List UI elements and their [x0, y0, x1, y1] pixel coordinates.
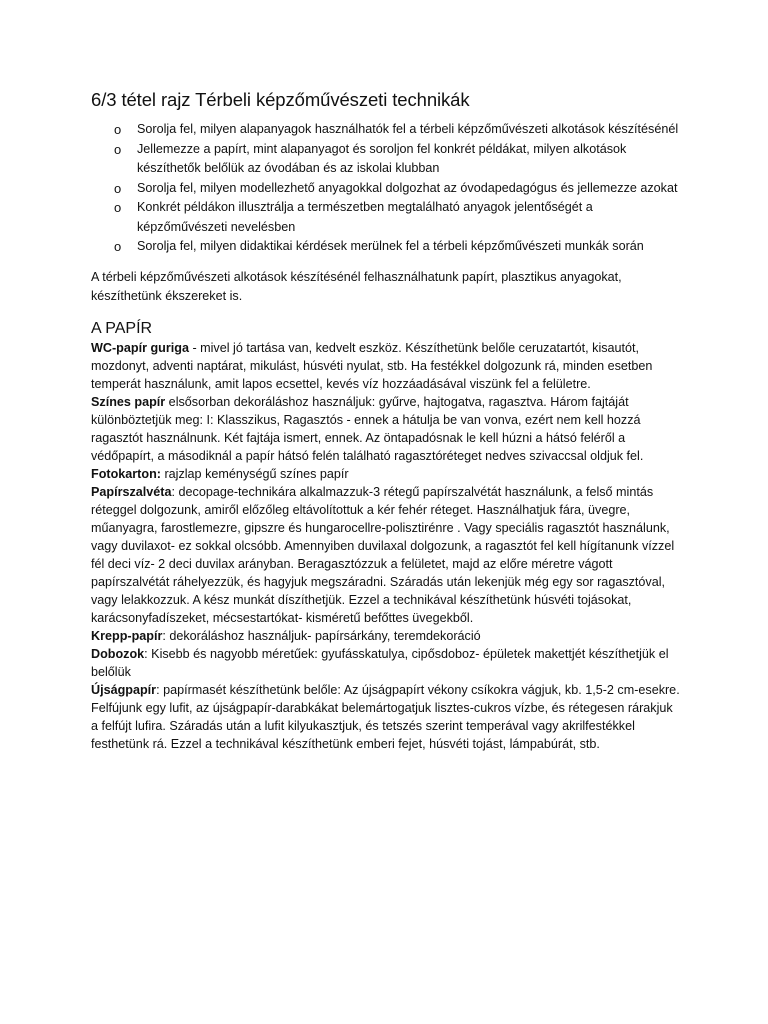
- section-heading: A PAPÍR: [91, 319, 153, 337]
- question-text: Konkrét példákon illusztrálja a természetben megtalálható anyagok jelentőségét a képzőművészeti nevelésben: [137, 200, 593, 234]
- list-item: [91, 237, 681, 257]
- material-entry: [91, 393, 681, 465]
- material-entry: [91, 627, 681, 645]
- bullet-icon: o: [114, 180, 122, 196]
- material-entry: [91, 483, 681, 627]
- document-title: 6/3 tétel rajz Térbeli képzőművészeti technikák: [91, 89, 470, 110]
- material-description: : dekoráláshoz használjuk- papírsárkány, teremdekoráció: [162, 628, 481, 643]
- material-description: : decopage-technikára alkalmazzuk-3 rétegű papírszalvétát használunk, a felső mintás réteggel dolgozunk, amiről előzőleg eltávolítottuk a kér fehér réteget. Használhatjuk fára, üvegre, műanyagra, farostlemezre, gipszre és hungarocellre-polisztirénre . Vagy speciális ragasztót használunk, vagy duvilaxot- ez sokkal olcsóbb. Amennyiben duvilaxal dolgozunk, a ragasztót fel kell hígítanunk vízzel fél deci víz- 2 deci duvilax arányban. Beragasztózzuk a felületet, majd az előre méretre vágott papírszalvétát ráhelyezzük, és hagyjuk megszáradni. Száradás után lekenjük még egy sor ragasztóval, vagy lelakkozzuk. A kész munkát díszíthetjük. Ezzel a technikával készíthetünk húsvéti tojásokat, karácsonyfadíszeket, mécsestartókat- kisméretű befőttes üvegekből.: [91, 484, 675, 625]
- material-description: elsősorban dekoráláshoz használjuk: gyűrve, hajtogatva, ragasztva. Három fajtáját különböztetjük meg: I: Klasszikus, Ragasztós - ennek a hátulja be van vonva, ezért nem kell hozzá ragasztót használnunk. Két fajtája ismert, ennek. Az öntapadósnak le kell húzni a hátsó feléről a védőpapírt, a másodiknál a papír hátsó felén található ragasztóréteget nedves szivaccsal oldjuk fel.: [91, 394, 644, 463]
- material-entry: [91, 465, 681, 483]
- material-term: Színes papír: [91, 394, 166, 409]
- intro-paragraph: A térbeli képzőművészeti alkotások készítésénél felhasználhatunk papírt, plasztikus anyagokat, készíthetünk ékszereket is.: [91, 269, 622, 303]
- material-term: Papírszalvéta: [91, 484, 172, 499]
- material-description: rajzlap keménységű színes papír: [160, 466, 349, 481]
- paper-materials-body: [91, 339, 681, 753]
- material-description: - mivel jó tartása van, kedvelt eszköz. Készíthetünk belőle ceruzatartót, kisautót, mozdonyt, adventi naptárat, mikulást, húsvéti nyulat, stb. Ha festékkel dolgozunk rá, minden esetben temperát használunk, amit lapos ecsettel, kevés víz hozzáadásával viszünk fel a felületre.: [91, 340, 653, 391]
- material-entry: [91, 645, 681, 681]
- bullet-icon: o: [114, 200, 122, 215]
- question-text: Sorolja fel, milyen modellezhető anyagokkal dolgozhat az óvodapedagógus és jellemezze azokat: [137, 180, 678, 195]
- question-text: Jellemezze a papírt, mint alapanyagot és soroljon fel konkrét példákat, milyen alkotások készíthetők belőlük az óvodában és az iskolai klubban: [137, 141, 627, 175]
- material-entry: [91, 339, 681, 393]
- list-item: [91, 179, 681, 199]
- list-item: [91, 140, 681, 179]
- material-term: Dobozok: [91, 646, 145, 661]
- list-item: [91, 120, 681, 140]
- document-page: [91, 88, 681, 753]
- question-text: Sorolja fel, milyen alapanyagok használhatók fel a térbeli képzőművészeti alkotások készítésénél: [137, 122, 679, 136]
- material-term: Újságpapír: [91, 682, 157, 697]
- bullet-icon: o: [114, 141, 122, 157]
- question-text: Sorolja fel, milyen didaktikai kérdések merülnek fel a térbeli képzőművészeti munkák során: [137, 239, 644, 253]
- material-term: Krepp-papír: [91, 628, 163, 643]
- material-term: WC-papír guriga: [91, 340, 189, 355]
- material-description: : Kisebb és nagyobb méretűek: gyufásskatulya, cipősdoboz- épületek makettjét készíthetjük el belőlük: [91, 646, 669, 679]
- material-term: Fotokarton:: [91, 466, 161, 481]
- material-description: : papírmasét készíthetünk belőle: Az újságpapírt vékony csíkokra vágjuk, kb. 1,5-2 cm-esekre. Felfújunk egy lufit, az újságpapír-darabkákat belemártogatjuk lisztes-cukros vízbe, és rétegesen rárakjuk a felfújt lufira. Száradás után a lufit kilyukasztjuk, és tetszés szerint temperával vagy akrilfestékkel festhetünk rá. Ezzel a technikával készíthetünk emberi fejet, húsvéti tojást, lámpabúrát, stb.: [91, 682, 680, 751]
- material-entry: [91, 681, 681, 753]
- bullet-icon: o: [114, 122, 122, 137]
- bullet-icon: o: [114, 239, 122, 254]
- exam-question-list: [91, 120, 681, 257]
- list-item: [91, 198, 681, 237]
